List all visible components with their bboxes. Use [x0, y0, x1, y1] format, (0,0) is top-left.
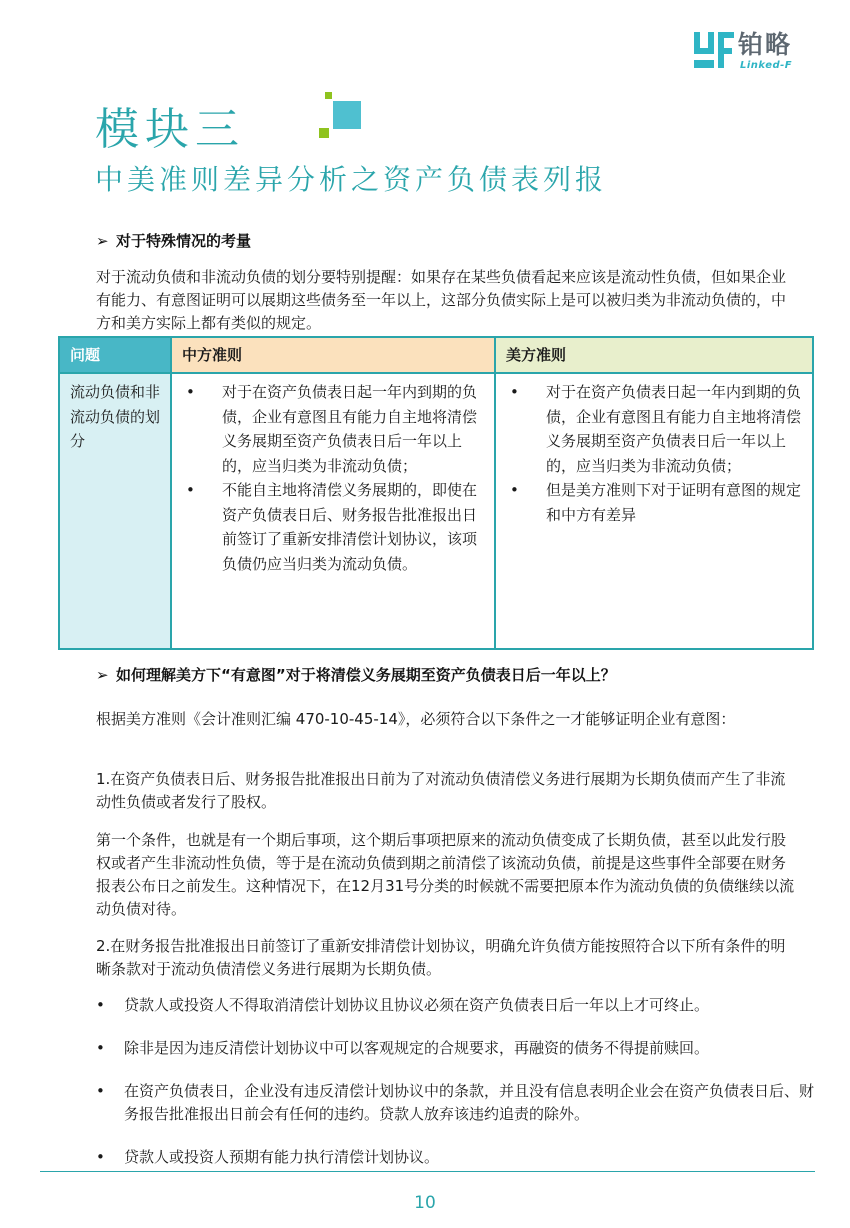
- us-standard-cell: [495, 373, 813, 649]
- page-number: 10: [414, 1193, 436, 1213]
- list-item: [96, 1080, 816, 1126]
- section-heading-intent: [96, 664, 616, 686]
- conditions-list: [96, 994, 816, 1189]
- paragraph-condition-2: 2.在财务报告批准报出日前签订了重新安排清偿计划协议，明确允许负债方能按照符合以下所有条件的明晰条款对于流动负债清偿义务进行展期为长期负债。: [96, 937, 786, 978]
- section-heading-text: 如何理解美方下“有意图”对于将清偿义务展期至资产负债表日后一年以上？: [116, 666, 616, 684]
- decor-square-mid: [319, 128, 329, 138]
- footer-divider: [40, 1171, 815, 1172]
- module-subtitle: 中美准则差异分析之资产负债表列报: [95, 163, 608, 196]
- list-item: [96, 1146, 816, 1169]
- section-heading-special-cases: [96, 230, 251, 252]
- arrow-bullet-icon: ➢: [96, 666, 109, 684]
- table-row: [59, 373, 813, 649]
- comparison-table: [58, 336, 814, 650]
- paragraph-condition-1-explain: 第一个条件，也就是有一个期后事项，这个期后事项把原来的流动负债变成了长期负债，甚至以此发行股权或者产生非流动性负债，等于是在流动负债到期之前清偿了该流动负债，前提是这些事件全部要在财务报表公布日之前发生。这种情况下，在12月31号分类的时候就不需要把原本作为流动负债的负债继续以流动负债对待。: [96, 831, 795, 918]
- bullet-dot-icon: •: [510, 383, 519, 401]
- intro-paragraph: 对于流动负债和非流动负债的划分要特别提醒：如果存在某些负债看起来应该是流动性负债，但如果企业有能力、有意图证明可以展期这些债务至一年以上，这部分负债实际上是可以被归类为非流动负债的，中方和美方实际上都有类似的规定。: [96, 268, 787, 332]
- decor-square-large: [333, 101, 361, 129]
- header-issue: 问题: [59, 337, 171, 373]
- brand-logo: [694, 30, 814, 74]
- us-item-text: 对于在资产负债表日起一年内到期的负债，企业有意图且有能力自主地将清偿义务展期至资产负债表日后一年以上的，应当归类为非流动负债；: [546, 383, 802, 475]
- brand-name-en: Linked-F: [740, 60, 793, 71]
- bullet-dot-icon: •: [510, 481, 519, 499]
- bullet-dot-icon: •: [186, 481, 195, 499]
- decor-square-small: [325, 92, 332, 99]
- header-us-standard: 美方准则: [495, 337, 813, 373]
- issue-cell: 流动负债和非流动负债的划分: [59, 373, 171, 649]
- condition-text: 贷款人或投资人预期有能力执行清偿计划协议。: [124, 1148, 440, 1166]
- arrow-bullet-icon: ➢: [96, 232, 109, 250]
- paragraph-standard-ref: 根据美方准则《会计准则汇编 470-10-45-14》，必须符合以下条件之一才能够证明企业有意图：: [96, 710, 736, 728]
- bullet-dot-icon: •: [96, 996, 105, 1014]
- brand-name-cn: 铂略: [738, 30, 793, 59]
- cn-item-text: 不能自主地将清偿义务展期的，即使在资产负债表日后、财务报告批准报出日前签订了重新安排清偿计划协议，该项负债仍应当归类为流动负债。: [222, 481, 478, 573]
- table-header-row: [59, 337, 813, 373]
- logo-mark-icon: [694, 30, 734, 70]
- list-item: [96, 1037, 816, 1060]
- us-item-text: 但是美方准则下对于证明有意图的规定和中方有差异: [546, 481, 802, 524]
- list-item: [172, 478, 486, 576]
- bullet-dot-icon: •: [96, 1039, 105, 1057]
- cn-standard-cell: [171, 373, 495, 649]
- list-item: [96, 994, 816, 1017]
- section-heading-text: 对于特殊情况的考量: [116, 232, 252, 250]
- header-cn-standard: 中方准则: [171, 337, 495, 373]
- bullet-dot-icon: •: [186, 383, 195, 401]
- bullet-dot-icon: •: [96, 1082, 105, 1100]
- list-item: [496, 380, 804, 478]
- list-item: [172, 380, 486, 478]
- condition-text: 除非是因为违反清偿计划协议中可以客观规定的合规要求，再融资的债务不得提前赎回。: [124, 1039, 710, 1057]
- condition-text: 贷款人或投资人不得取消清偿计划协议且协议必须在资产负债表日后一年以上才可终止。: [124, 996, 710, 1014]
- cn-item-text: 对于在资产负债表日起一年内到期的负债，企业有意图且有能力自主地将清偿义务展期至资产负债表日后一年以上的，应当归类为非流动负债；: [222, 383, 478, 475]
- bullet-dot-icon: •: [96, 1148, 105, 1166]
- list-item: [496, 478, 804, 527]
- paragraph-condition-1: 1.在资产负债表日后、财务报告批准报出日前为了对流动负债清偿义务进行展期为长期负债而产生了非流动性负债或者发行了股权。: [96, 770, 786, 811]
- condition-text: 在资产负债表日，企业没有违反清偿计划协议中的条款，并且没有信息表明企业会在资产负债表日后、财务报告批准报出日前会有任何的违约。贷款人放弃该违约追责的除外。: [124, 1082, 815, 1123]
- module-title: 模块三: [95, 104, 245, 155]
